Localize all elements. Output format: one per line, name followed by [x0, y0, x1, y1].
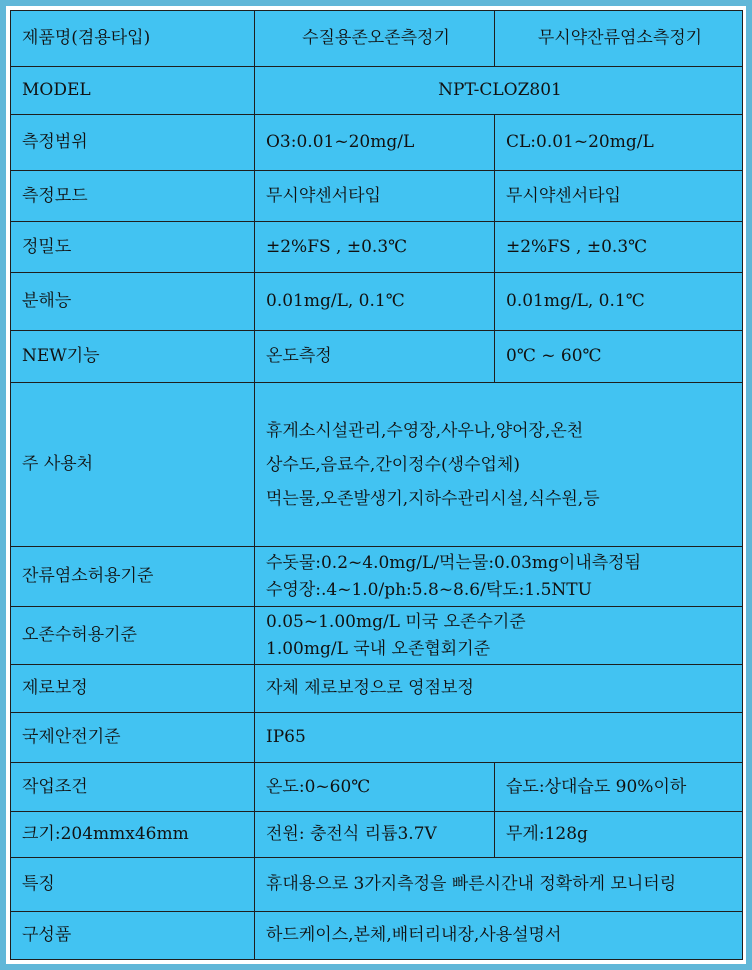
table-row-new-feature: [11, 331, 743, 383]
resolution-label: 분해능: [11, 273, 255, 331]
table-row-conditions: [11, 763, 743, 812]
size-power: 전원: 충전식 리튬3.7V: [255, 812, 495, 858]
chlorine-standard-value: 수돗물:0.2~4.0mg/L/먹는물:0.03mg이내측정됨 수영장:.4~1.0/ph:5.8~8.6/탁도:1.5NTU: [255, 547, 743, 607]
table-row-chlorine-standard: [11, 547, 743, 607]
zero-cal-value: 자체 제로보정으로 영점보정: [255, 665, 743, 713]
table-row-mode: [11, 171, 743, 222]
usage-value: 휴게소시설관리,수영장,사우나,양어장,온천 상수도,음료수,간이정수(생수업체) 먹는물,오존발생기,지하수관리시설,식수원,등: [255, 383, 743, 547]
feature-value: 휴대용으로 3가지측정을 빠른시간내 정확하게 모니터링: [255, 858, 743, 912]
table-row-feature: [11, 858, 743, 912]
components-value: 하드케이스,본체,배터리내장,사용설명서: [255, 912, 743, 960]
range-label: 측정범위: [11, 115, 255, 171]
range-ozone: O3:0.01~20mg/L: [255, 115, 495, 171]
mode-ozone: 무시약센서타입: [255, 171, 495, 222]
model-label: MODEL: [11, 67, 255, 115]
table-row-range: [11, 115, 743, 171]
conditions-humidity: 습도:상대습도 90%이하: [495, 763, 743, 812]
model-value: NPT-CLOZ801: [255, 67, 743, 115]
precision-chlorine: ±2%FS , ±0.3℃: [495, 222, 743, 273]
usage-label: 주 사용처: [11, 383, 255, 547]
size-weight: 무게:128g: [495, 812, 743, 858]
chlorine-standard-label: 잔류염소허용기준: [11, 547, 255, 607]
table-row-size: [11, 812, 743, 858]
new-feature-ozone: 온도측정: [255, 331, 495, 383]
table-row-zero-cal: [11, 665, 743, 713]
intl-standard-label: 국제안전기준: [11, 713, 255, 763]
conditions-temperature: 온도:0~60℃: [255, 763, 495, 812]
table-row-ozone-standard: [11, 607, 743, 665]
conditions-label: 작업조건: [11, 763, 255, 812]
header-product-chlorine: 무시약잔류염소측정기: [495, 11, 743, 67]
zero-cal-label: 제로보정: [11, 665, 255, 713]
table-row-precision: [11, 222, 743, 273]
new-feature-label: NEW기능: [11, 331, 255, 383]
mode-label: 측정모드: [11, 171, 255, 222]
spec-table: [10, 10, 743, 960]
feature-label: 특징: [11, 858, 255, 912]
mode-chlorine: 무시약센서타입: [495, 171, 743, 222]
precision-ozone: ±2%FS , ±0.3℃: [255, 222, 495, 273]
table-row-resolution: [11, 273, 743, 331]
precision-label: 정밀도: [11, 222, 255, 273]
table-row-components: [11, 912, 743, 960]
table-row-usage: [11, 383, 743, 547]
range-chlorine: CL:0.01~20mg/L: [495, 115, 743, 171]
header-label: 제품명(겸용타입): [11, 11, 255, 67]
table-row-model: [11, 67, 743, 115]
new-feature-chlorine: 0℃ ~ 60℃: [495, 331, 743, 383]
table-row-header: [11, 11, 743, 67]
intl-standard-value: IP65: [255, 713, 743, 763]
ozone-standard-value: 0.05~1.00mg/L 미국 오존수기준 1.00mg/L 국내 오존협회기준: [255, 607, 743, 665]
resolution-chlorine: 0.01mg/L, 0.1℃: [495, 273, 743, 331]
ozone-standard-label: 오존수허용기준: [11, 607, 255, 665]
size-label: 크기:204mmx46mm: [11, 812, 255, 858]
header-product-ozone: 수질용존오존측정기: [255, 11, 495, 67]
resolution-ozone: 0.01mg/L, 0.1℃: [255, 273, 495, 331]
components-label: 구성품: [11, 912, 255, 960]
table-row-intl-standard: [11, 713, 743, 763]
